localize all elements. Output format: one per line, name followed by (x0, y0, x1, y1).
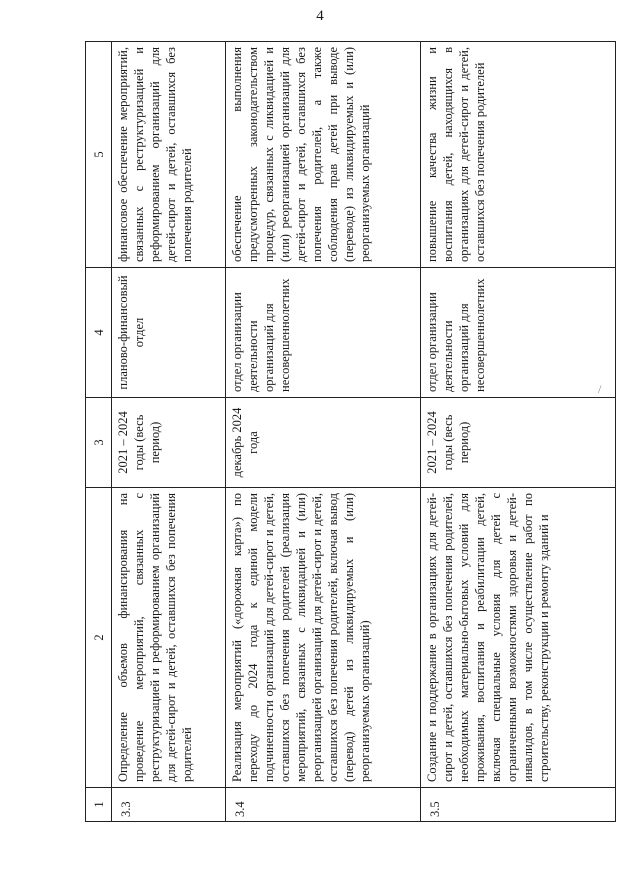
table-header-row (86, 42, 112, 822)
result-cell: финансовое обеспечение мероприятий, связанных с реструктуризацией и реформированием организаций для детей-сирот и детей, оставшихся без попечения родителей (112, 42, 226, 268)
measure-cell: Создание и поддержание в организациях для детей-сирот и детей, оставшихся без попечения родителей, необходимых материально-бытовых условий для проживания, воспитания и реабилитации детей, включая специальные условия для детей с ограниченными возможностями здоровья и детей-инвалидов, в том числе осуществление работ по строительству, реконструкции и ремонту зданий и (421, 488, 616, 788)
responsible-cell: отдел организации деятельности организаций для несовершеннолетних (226, 268, 421, 398)
period-cell: 2021 – 2024 годы (весь период) (112, 398, 226, 488)
table-row (112, 42, 226, 822)
plan-table (85, 41, 616, 822)
column-header: 4 (86, 268, 112, 398)
row-number: 3.3 (112, 788, 226, 822)
rotated-table-wrapper (85, 42, 615, 822)
column-header: 1 (86, 788, 112, 822)
table-row (226, 42, 421, 822)
page-number: 4 (316, 8, 324, 24)
result-cell: повышение качества жизни и воспитания детей, находящихся в организациях для детей-сирот и детей, оставшихся без попечения родителей (421, 42, 616, 268)
measure-cell: Реализация мероприятий («дорожная карта») по переходу до 2024 года к единой модели подчиненности организаций для детей-сирот и детей, оставшихся без попечения родителей (реализация мероприятий, связанных с ликвидацией и (или) реорганизацией организаций для детей-сирот и детей, оставшихся без попечения родителей, включая вывод (перевод) детей из ликвидируемых и (или) реорганизуемых организаций) (226, 488, 421, 788)
result-cell: обеспечение выполнения предусмотренных законодательством процедур, связанных с ликвидацией и (или) реорганизацией организаций для детей-сирот и детей, оставшихся без попечения родителей, а также соблюдения прав детей при выводе (переводе) из ликвидируемых и (или) реорганизуемых организаций (226, 42, 421, 268)
row-number: 3.5 (421, 788, 616, 822)
measure-cell: Определение объемов финансирования на проведение мероприятий, связанных с реструктуризацией и реформированием организаций для детей-сирот и детей, оставшихся без попечения родителей (112, 488, 226, 788)
column-header: 2 (86, 488, 112, 788)
responsible-cell: отдел организации деятельности организаций для несовершеннолетних (421, 268, 616, 398)
row-number: 3.4 (226, 788, 421, 822)
table-row (421, 42, 616, 822)
scan-artifact: / (598, 382, 602, 396)
column-header: 3 (86, 398, 112, 488)
column-header: 5 (86, 42, 112, 268)
period-cell: 2021 – 2024 годы (весь период) (421, 398, 616, 488)
period-cell: декабрь 2024 года (226, 398, 421, 488)
responsible-cell: планово-финансовый отдел (112, 268, 226, 398)
